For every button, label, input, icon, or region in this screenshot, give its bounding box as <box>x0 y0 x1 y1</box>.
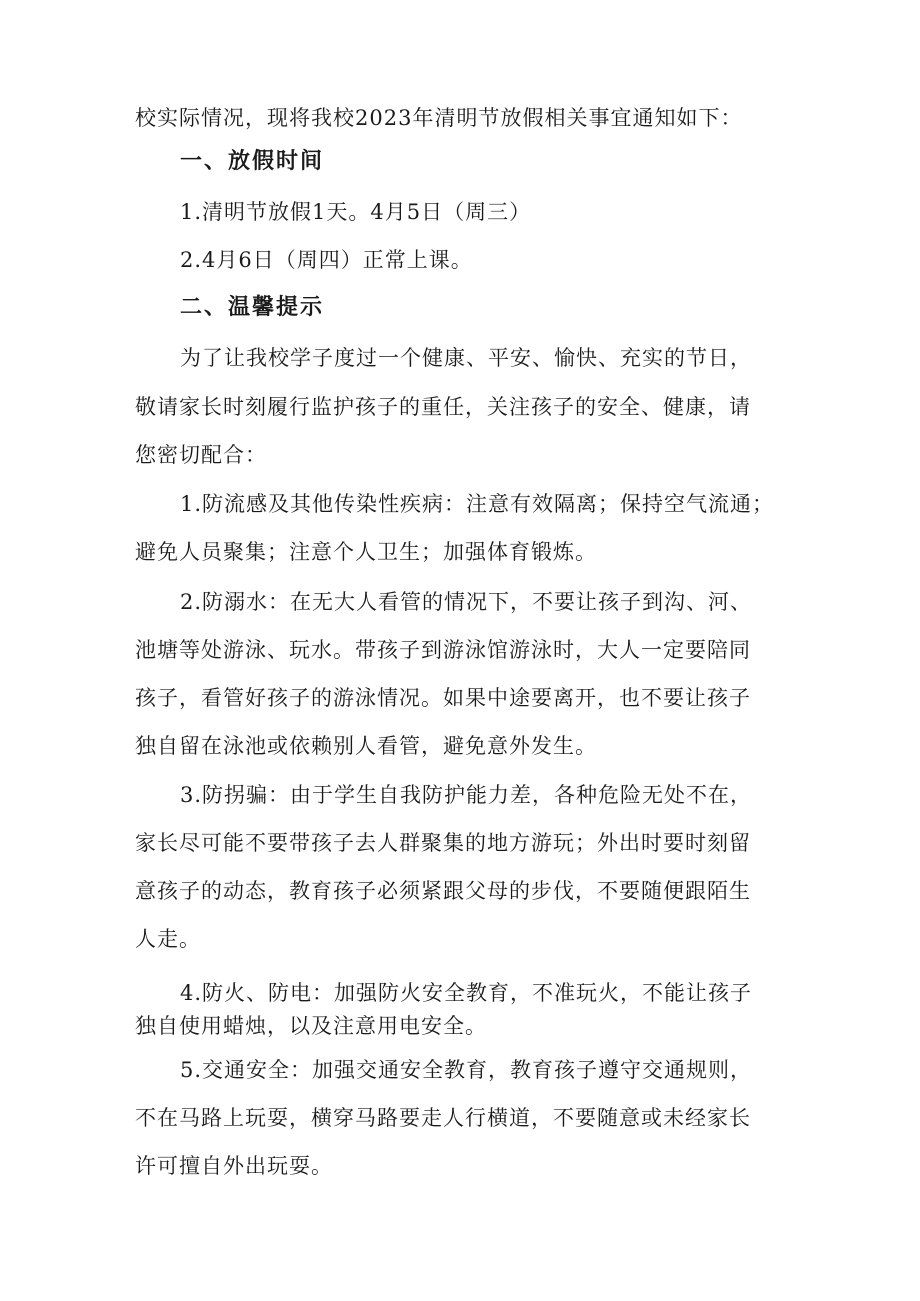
tip-3-line: 意孩子的动态，教育孩子必须紧跟父母的步伐，不要随便跟陌生 <box>135 879 751 903</box>
tips-intro-line: 为了让我校学子度过一个健康、平安、愉快、充实的节日， <box>180 346 752 370</box>
tips-intro-line: 您密切配合： <box>135 443 267 467</box>
tip-5-line: 5.交通安全：加强交通安全教育，教育孩子遵守交通规则， <box>180 1058 753 1082</box>
tip-2-line: 孩子，看管好孩子的游泳情况。如果中途要离开，也不要让孩子 <box>135 686 751 710</box>
tip-3-line: 人走。 <box>135 927 201 951</box>
intro-line: 校实际情况，现将我校2023年清明节放假相关事宜通知如下： <box>135 106 743 130</box>
tip-2-line: 独自留在泳池或依赖别人看管，避免意外发生。 <box>135 734 597 758</box>
tip-5-line: 许可擅自外出玩耍。 <box>135 1154 333 1178</box>
tip-3-line: 家长尽可能不要带孩子去人群聚集的地方游玩；外出时要时刻留 <box>135 831 751 855</box>
holiday-item-1: 1.清明节放假1天。4月5日（周三） <box>180 200 532 224</box>
tip-4-line: 独自使用蜡烛，以及注意用电安全。 <box>135 1014 487 1038</box>
holiday-item-2: 2.4月6日（周四）正常上课。 <box>180 248 473 272</box>
tip-2-line: 池塘等处游泳、玩水。带孩子到游泳馆游泳时，大人一定要陪同 <box>135 638 751 662</box>
section-heading-holiday-time: 一、放假时间 <box>180 149 325 174</box>
tips-intro-line: 敬请家长时刻履行监护孩子的重任，关注孩子的安全、健康，请 <box>135 395 751 419</box>
tip-1-line: 避免人员聚集；注意个人卫生；加强体育锻炼。 <box>135 540 597 564</box>
tip-2-line: 2.防溺水：在无大人看管的情况下，不要让孩子到沟、河、 <box>180 590 753 614</box>
tip-5-line: 不在马路上玩耍，横穿马路要走人行横道，不要随意或未经家长 <box>135 1106 751 1130</box>
tip-3-line: 3.防拐骗：由于学生自我防护能力差，各种危险无处不在， <box>180 783 753 807</box>
section-heading-tips: 二、温馨提示 <box>180 295 325 320</box>
tip-4-line: 4.防火、防电：加强防火安全教育，不准玩火，不能让孩子 <box>180 981 753 1005</box>
tip-1-line: 1.防流感及其他传染性疾病：注意有效隔离；保持空气流通； <box>180 492 775 516</box>
